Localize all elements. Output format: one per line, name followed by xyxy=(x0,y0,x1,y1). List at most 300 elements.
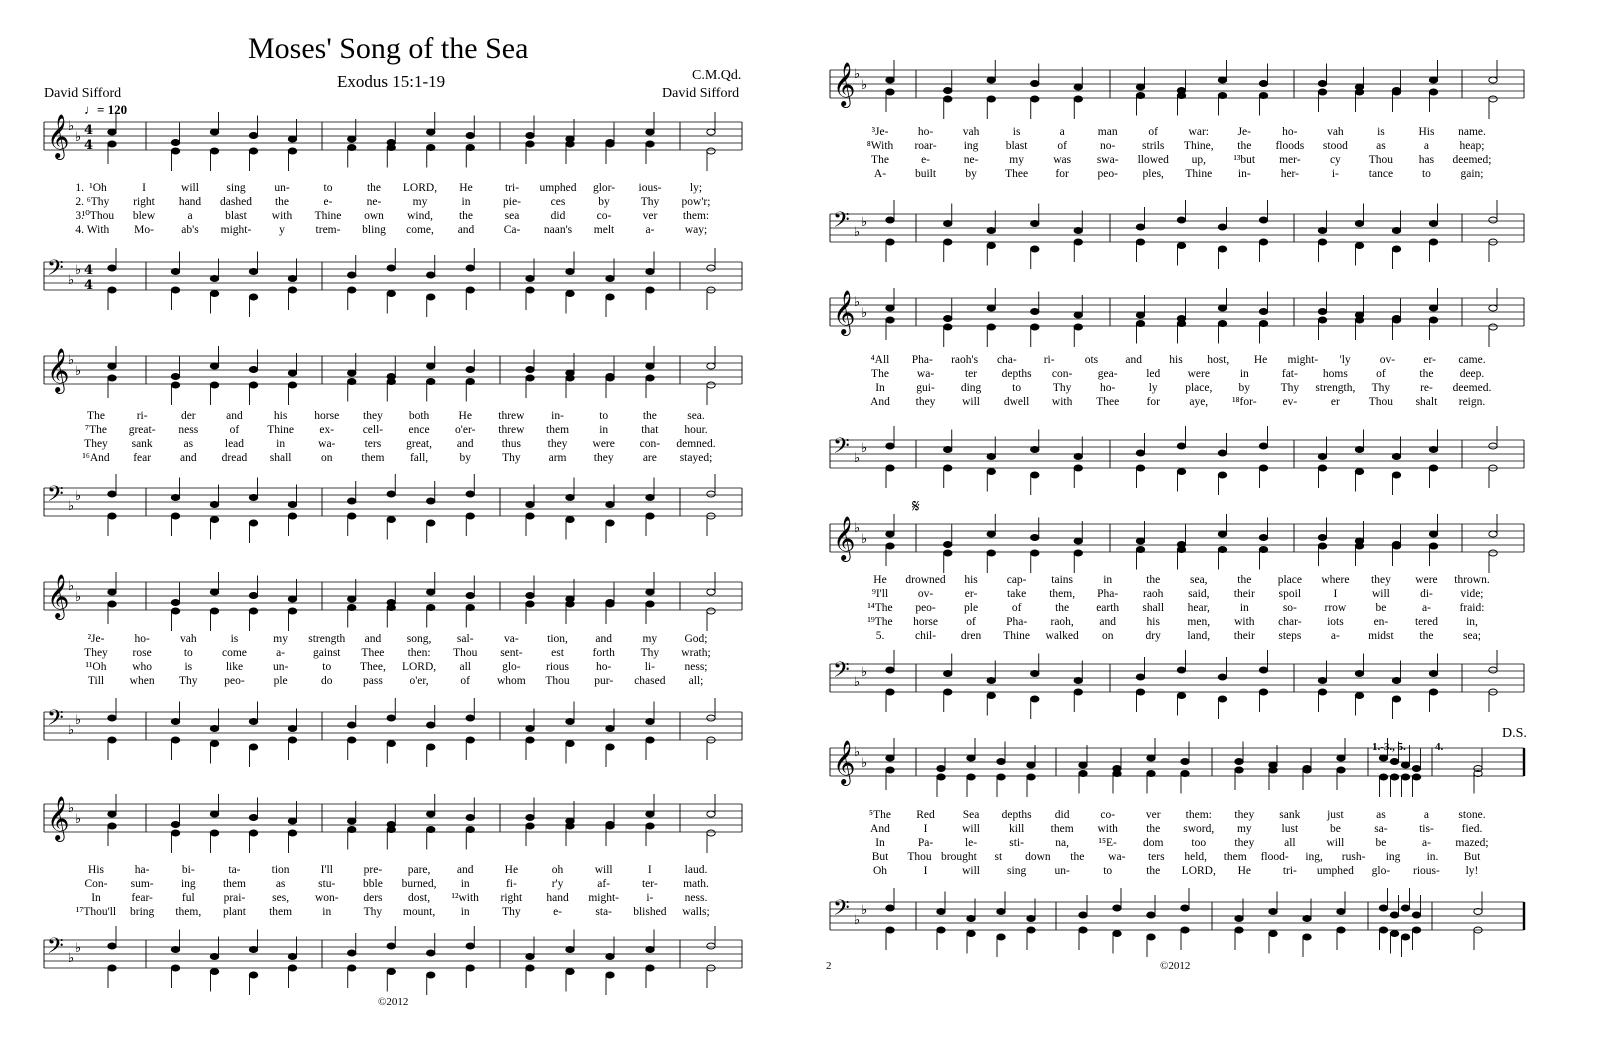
notehead xyxy=(707,715,715,721)
notehead xyxy=(348,379,356,385)
lyric-syllable: fat- xyxy=(1281,368,1298,380)
lyric-syllable: ¹Oh xyxy=(89,182,107,194)
notehead xyxy=(1303,767,1311,773)
lyric-syllable: mount, xyxy=(402,906,436,918)
lyric-syllable: led xyxy=(1146,368,1161,380)
notehead xyxy=(348,287,356,293)
notehead xyxy=(1259,689,1267,695)
lyric-syllable: ness xyxy=(178,424,199,436)
lyric-syllable: in xyxy=(276,438,286,450)
lyric-syllable: They xyxy=(84,647,108,659)
notehead xyxy=(944,542,952,548)
lyric-syllable: by xyxy=(1238,382,1251,394)
lyric-syllable: Con- xyxy=(84,878,108,890)
lyric-syllable: held, xyxy=(1184,851,1208,863)
notehead xyxy=(526,502,534,508)
flat-icon: ♭ xyxy=(75,130,82,145)
lyric-syllable: In xyxy=(875,837,885,849)
notehead xyxy=(387,943,395,949)
lyric-syllable: cap- xyxy=(1006,574,1027,586)
lyric-syllable: has xyxy=(1418,154,1435,166)
notehead xyxy=(566,141,574,147)
lyric-syllable: his xyxy=(1146,616,1160,628)
lyric-syllable: burned, xyxy=(401,878,437,890)
notehead xyxy=(1031,96,1039,102)
notehead xyxy=(1318,81,1326,87)
lyric-syllable: them xyxy=(269,906,293,918)
flat-icon: ♭ xyxy=(75,941,82,956)
lyric-syllable: who xyxy=(132,661,153,673)
lyric-syllable: midst xyxy=(1368,630,1394,642)
notehead xyxy=(108,129,116,135)
notehead xyxy=(427,744,435,750)
verse-number: 4. xyxy=(75,224,84,236)
lyric-syllable: hear, xyxy=(1187,602,1210,614)
notehead xyxy=(387,491,395,497)
lyric-syllable: place, xyxy=(1185,382,1213,394)
notehead xyxy=(987,324,995,330)
page-number: 2 xyxy=(826,960,832,972)
notehead xyxy=(210,608,218,614)
notehead xyxy=(249,719,257,725)
lyric-line xyxy=(0,409,780,423)
notehead xyxy=(288,370,296,376)
notehead xyxy=(967,755,975,761)
lyric-syllable: wa- xyxy=(1108,851,1126,863)
notehead xyxy=(1031,81,1039,87)
notehead xyxy=(171,947,179,953)
lyric-syllable: might- xyxy=(1287,354,1319,366)
notehead xyxy=(1401,934,1409,940)
lyric-syllable: both xyxy=(408,410,430,422)
notehead xyxy=(1147,771,1155,777)
lyric-syllable: dost, xyxy=(408,892,431,904)
lyric-syllable: were xyxy=(592,438,615,450)
lyric-syllable: deemed. xyxy=(1452,382,1492,394)
notehead xyxy=(210,589,218,595)
lyric-syllable: said, xyxy=(1188,588,1210,600)
lyric-syllable: and xyxy=(364,633,382,645)
time-signature-bottom: 4 xyxy=(84,278,94,293)
notehead xyxy=(526,965,534,971)
lyric-syllable: stayed; xyxy=(679,452,713,464)
lyric-syllable: were xyxy=(1187,368,1210,380)
lyric-line xyxy=(820,615,1600,629)
lyric-syllable: math. xyxy=(683,878,709,890)
notehead xyxy=(944,447,952,453)
notehead xyxy=(526,287,534,293)
lyric-syllable: then: xyxy=(407,647,431,659)
lyric-syllable: kill xyxy=(1008,823,1025,835)
notehead xyxy=(937,766,945,772)
lyric-syllable: sea xyxy=(504,210,520,222)
notehead xyxy=(606,972,614,978)
lyric-syllable: Sea xyxy=(962,809,980,821)
lyric-syllable: shalt xyxy=(1415,396,1438,408)
lyric-syllable: ter xyxy=(964,368,978,380)
notehead xyxy=(886,689,894,695)
notehead xyxy=(606,954,614,960)
lyric-syllable: ly; xyxy=(689,182,703,194)
lyric-syllable: In xyxy=(875,382,885,394)
notehead xyxy=(1390,912,1398,918)
notehead xyxy=(348,145,356,151)
notehead xyxy=(646,141,654,147)
lyric-syllable: in- xyxy=(551,410,564,422)
flat-icon: ♭ xyxy=(68,273,75,288)
notehead xyxy=(886,239,894,245)
scripture-reference: Exodus 15:1-19 xyxy=(337,72,446,91)
notehead xyxy=(1429,317,1437,323)
notehead xyxy=(1031,309,1039,315)
verse-number: 1. xyxy=(75,182,84,194)
lyric-syllable: will xyxy=(181,182,199,194)
lyric-syllable: when xyxy=(129,675,155,687)
lyric-syllable: with xyxy=(1051,396,1073,408)
notehead xyxy=(1318,317,1326,323)
lyric-syllable: Ca- xyxy=(503,224,521,236)
lyric-syllable: ple xyxy=(964,602,979,614)
notehead xyxy=(1218,93,1226,99)
lyric-line xyxy=(0,632,780,646)
notehead xyxy=(171,374,179,380)
notehead xyxy=(944,550,952,556)
lyric-syllable: li- xyxy=(644,661,655,673)
notehead xyxy=(1355,447,1363,453)
lyric-syllable: sti- xyxy=(1009,837,1024,849)
notehead xyxy=(1235,927,1243,933)
lyric-syllable: in, xyxy=(1466,616,1478,628)
lyric-syllable: my xyxy=(273,633,288,645)
lyric-syllable: ces xyxy=(550,196,566,208)
lyric-syllable: st xyxy=(994,851,1003,863)
lyric-syllable: is xyxy=(230,633,239,645)
notehead xyxy=(1136,547,1144,553)
lyric-syllable: by xyxy=(965,168,977,180)
notehead xyxy=(1429,89,1437,95)
bass-clef-icon: 𝄢 xyxy=(47,256,64,286)
lyric-syllable: were xyxy=(1415,574,1438,586)
lyric-syllable: in xyxy=(1239,602,1249,614)
lyric-syllable: ⁷The xyxy=(85,424,107,436)
notehead xyxy=(1031,246,1039,252)
notehead xyxy=(249,133,257,139)
notehead xyxy=(427,129,435,135)
flat-icon: ♭ xyxy=(68,579,75,594)
notehead xyxy=(987,693,995,699)
lyric-syllable: did xyxy=(1054,809,1070,821)
lyric-line xyxy=(0,891,780,905)
notehead xyxy=(171,830,179,836)
lyric-line xyxy=(820,167,1600,181)
flat-icon: ♭ xyxy=(75,489,82,504)
notehead xyxy=(1147,755,1155,761)
notehead xyxy=(1401,762,1409,768)
lyric-syllable: trem- xyxy=(315,224,341,236)
flat-icon: ♭ xyxy=(75,364,82,379)
notehead xyxy=(1259,547,1267,553)
notehead xyxy=(249,830,257,836)
lyric-line xyxy=(0,905,780,919)
lyric-syllable: va- xyxy=(504,633,519,645)
bass-clef-icon: 𝄢 xyxy=(47,934,64,964)
lyric-syllable: ho- xyxy=(1100,382,1116,394)
notehead xyxy=(646,363,654,369)
lyric-syllable: ho- xyxy=(1282,126,1298,138)
lyric-syllable: di- xyxy=(1420,588,1433,600)
notehead xyxy=(886,465,894,471)
bass-clef-icon: 𝄢 xyxy=(833,658,850,688)
lyric-syllable: He xyxy=(458,410,472,422)
lyric-line xyxy=(820,367,1600,381)
notehead xyxy=(1136,239,1144,245)
lyric-syllable: won- xyxy=(314,892,339,904)
lyric-syllable: ing, xyxy=(1305,851,1323,863)
lyric-syllable: un- xyxy=(272,661,289,673)
notehead xyxy=(526,367,534,373)
notehead xyxy=(249,294,257,300)
lyric-syllable: And xyxy=(870,396,890,408)
notehead xyxy=(387,741,395,747)
lyric-syllable: rrow xyxy=(1324,602,1347,614)
notehead xyxy=(944,88,952,94)
lyric-syllable: of xyxy=(229,424,240,436)
lyric-syllable: dry xyxy=(1145,630,1161,642)
bass-clef-icon: 𝄢 xyxy=(47,706,64,736)
lyric-syllable: re- xyxy=(1420,382,1433,394)
lyric-syllable: co- xyxy=(1100,809,1116,821)
notehead xyxy=(1318,543,1326,549)
flat-icon: ♭ xyxy=(75,812,82,827)
flat-icon: ♭ xyxy=(68,723,75,738)
lyric-syllable: all; xyxy=(688,675,704,687)
notehead xyxy=(526,737,534,743)
notehead xyxy=(566,823,574,829)
lyric-syllable: the xyxy=(1146,574,1161,586)
lyric-syllable: en- xyxy=(1373,616,1389,628)
lyric-syllable: swa- xyxy=(1096,154,1119,166)
lyric-syllable: and xyxy=(226,410,243,422)
time-signature-top: 4 xyxy=(84,123,94,138)
lyric-syllable: I'll xyxy=(320,864,333,876)
lyric-line xyxy=(820,573,1600,587)
notehead xyxy=(288,382,296,388)
treble-clef-icon: 𝄞 xyxy=(47,348,70,392)
lyric-syllable: Je- xyxy=(1237,126,1252,138)
lyric-syllable: rious- xyxy=(1413,865,1440,877)
notehead xyxy=(108,287,116,293)
lyric-syllable: tered xyxy=(1414,616,1438,628)
notehead xyxy=(646,947,654,953)
notehead xyxy=(997,774,1005,780)
notehead xyxy=(348,827,356,833)
notehead xyxy=(466,379,474,385)
lyric-syllable: e- xyxy=(323,196,333,208)
flat-icon: ♭ xyxy=(75,590,82,605)
notehead xyxy=(1177,469,1185,475)
notehead xyxy=(427,827,435,833)
notehead xyxy=(1429,239,1437,245)
notehead xyxy=(1259,309,1267,315)
lyric-syllable: ver xyxy=(642,210,658,222)
notehead xyxy=(108,737,116,743)
notehead xyxy=(1337,767,1345,773)
time-signature-bottom: 4 xyxy=(84,138,94,153)
notehead xyxy=(886,667,894,673)
notehead xyxy=(466,943,474,949)
notehead xyxy=(1379,905,1387,911)
lyric-syllable: Thee, xyxy=(359,661,386,673)
lyric-syllable: will xyxy=(962,823,981,835)
segno-icon: 𝄋 xyxy=(912,496,920,516)
notehead xyxy=(967,916,975,922)
notehead xyxy=(1218,246,1226,252)
lyric-syllable: bi- xyxy=(181,864,195,876)
notehead xyxy=(1074,96,1082,102)
notehead xyxy=(606,823,614,829)
lyric-syllable: e- xyxy=(921,154,930,166)
lyric-syllable: ¹⁶And xyxy=(82,452,110,464)
notehead xyxy=(987,550,995,556)
notehead xyxy=(348,596,356,602)
notehead xyxy=(249,269,257,275)
lyric-syllable: to xyxy=(1421,168,1431,180)
lyric-syllable: the xyxy=(458,210,474,222)
lyric-syllable: ful xyxy=(181,892,195,904)
lyric-syllable: man xyxy=(1097,126,1118,138)
lyric-syllable: ¹⁹The xyxy=(867,616,893,628)
lyricist-label: David Sifford xyxy=(44,86,122,101)
notehead xyxy=(606,502,614,508)
lyric-syllable: Thy xyxy=(640,647,660,659)
lyric-line xyxy=(820,381,1600,395)
notehead xyxy=(707,363,715,369)
notehead xyxy=(944,96,952,102)
notehead xyxy=(886,531,894,537)
notehead xyxy=(1136,538,1144,544)
lyric-syllable: With xyxy=(86,224,110,236)
lyric-syllable: the xyxy=(642,410,657,422)
lyric-syllable: in xyxy=(1239,368,1249,380)
notehead xyxy=(987,228,995,234)
notehead xyxy=(1136,450,1144,456)
notehead xyxy=(606,375,614,381)
lyric-syllable: horse xyxy=(913,616,938,628)
lyric-syllable: 'ly xyxy=(1339,354,1351,366)
lyric-syllable: shall xyxy=(1142,602,1165,614)
notehead xyxy=(108,811,116,817)
lyric-syllable: Pha- xyxy=(1006,616,1028,628)
notehead xyxy=(987,531,995,537)
notehead xyxy=(1074,312,1082,318)
lyric-syllable: sent- xyxy=(500,647,523,659)
lyric-syllable: er- xyxy=(964,588,978,600)
notehead xyxy=(1355,469,1363,475)
notehead xyxy=(1259,535,1267,541)
notehead xyxy=(1027,927,1035,933)
lyric-syllable: gainst xyxy=(313,647,341,659)
notehead xyxy=(288,737,296,743)
lyric-syllable: ¹⁵E- xyxy=(1098,837,1117,849)
notehead xyxy=(108,589,116,595)
notehead xyxy=(1136,674,1144,680)
score-page-2 xyxy=(820,0,1600,1046)
notehead xyxy=(1392,228,1400,234)
notehead xyxy=(1031,535,1039,541)
notehead xyxy=(108,965,116,971)
lyric-syllable: great- xyxy=(128,424,156,436)
lyric-syllable: tis- xyxy=(1419,823,1434,835)
notehead xyxy=(1136,465,1144,471)
notehead xyxy=(171,600,179,606)
second-ending-label: 4. xyxy=(1435,741,1444,753)
notehead xyxy=(108,513,116,519)
notehead xyxy=(387,969,395,975)
notehead xyxy=(1113,771,1121,777)
lyric-syllable: Oh xyxy=(872,865,888,877)
notehead xyxy=(210,811,218,817)
lyric-syllable: horse xyxy=(314,410,340,422)
lyric-syllable: fraid: xyxy=(1459,602,1485,614)
lyric-syllable: them: xyxy=(1185,809,1212,821)
notehead xyxy=(210,363,218,369)
notehead xyxy=(1392,678,1400,684)
lyric-syllable: roar- xyxy=(914,140,937,152)
treble-clef-icon: 𝄞 xyxy=(833,516,856,560)
lyric-syllable: e- xyxy=(553,906,562,918)
flat-icon: ♭ xyxy=(854,67,861,82)
lyric-syllable: wa- xyxy=(916,368,935,380)
notehead xyxy=(466,593,474,599)
lyric-syllable: Thy xyxy=(179,675,198,687)
lyric-syllable: in xyxy=(460,906,470,918)
notehead xyxy=(249,382,257,388)
lyric-syllable: sea; xyxy=(1463,630,1481,642)
notehead xyxy=(1136,84,1144,90)
lyric-syllable: them xyxy=(222,878,246,890)
lyric-syllable: ter- xyxy=(641,878,658,890)
lyric-syllable: ¹⁰Thou xyxy=(81,210,115,222)
notehead xyxy=(886,927,894,933)
lyric-syllable: are xyxy=(642,452,657,464)
notehead xyxy=(526,593,534,599)
notehead xyxy=(1379,927,1387,933)
lyric-syllable: the xyxy=(1419,368,1434,380)
notehead xyxy=(1318,309,1326,315)
lyric-line xyxy=(820,822,1600,836)
lyric-syllable: the xyxy=(1237,574,1252,586)
lyric-syllable: like xyxy=(225,661,244,673)
lyric-syllable: raoh xyxy=(1143,588,1164,600)
notehead xyxy=(1259,443,1267,449)
lyric-syllable: tri- xyxy=(504,182,520,194)
notehead xyxy=(646,737,654,743)
notehead xyxy=(288,830,296,836)
lyric-syllable: do xyxy=(321,675,333,687)
notehead xyxy=(566,517,574,523)
notehead xyxy=(1177,243,1185,249)
notehead xyxy=(1218,305,1226,311)
notehead xyxy=(171,719,179,725)
lyric-syllable: the xyxy=(1055,602,1070,614)
notehead xyxy=(210,291,218,297)
notehead xyxy=(1429,689,1437,695)
lyric-line xyxy=(820,139,1600,153)
lyric-syllable: up, xyxy=(1191,154,1206,166)
lyric-syllable: came. xyxy=(1458,354,1486,366)
notehead xyxy=(171,269,179,275)
notehead xyxy=(348,513,356,519)
